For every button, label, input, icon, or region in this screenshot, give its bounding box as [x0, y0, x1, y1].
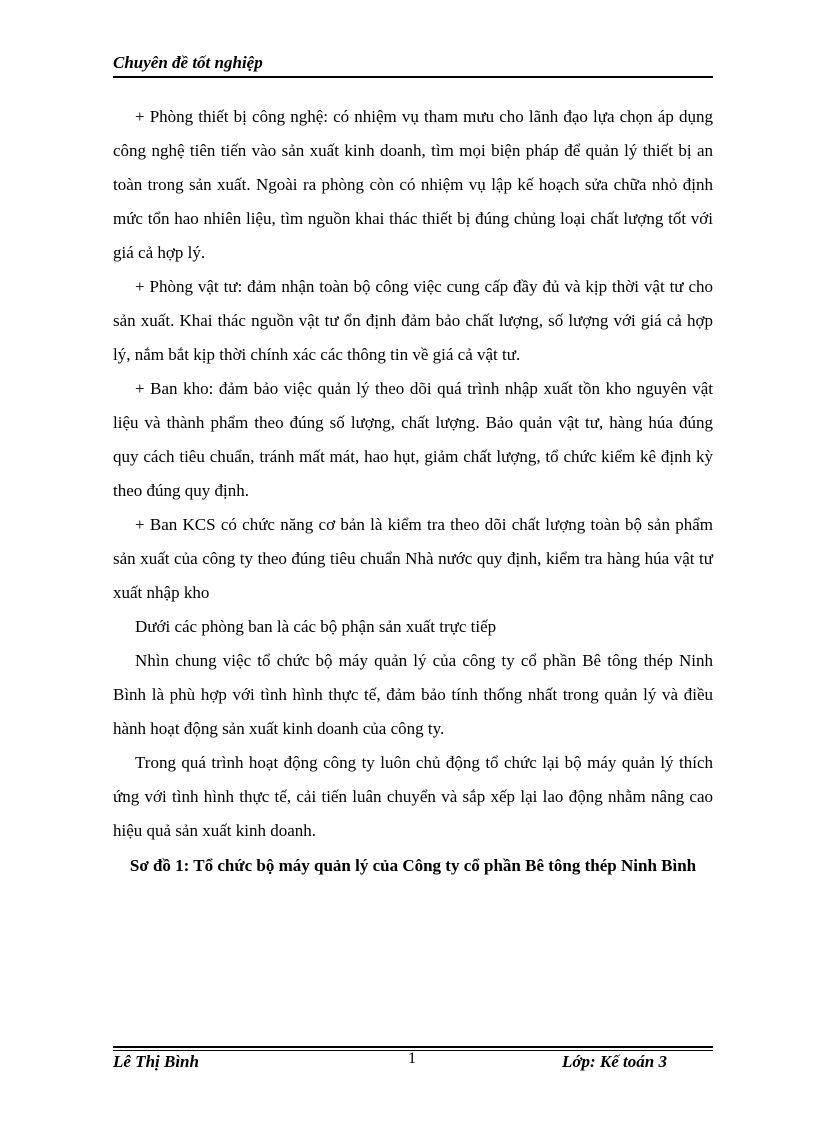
paragraph-overview: Nhìn chung việc tổ chức bộ máy quản lý của công ty cổ phần Bê tông thép Ninh Bình là phù hợp với tình hình thực tế, đảm bảo tính thống nhất trong quản lý và điều hành hoạt động sản xuất kinh doanh của công ty.	[113, 651, 713, 738]
page-header	[113, 52, 713, 74]
figure-caption: Sơ đồ 1: Tổ chức bộ máy quản lý của Công ty cổ phần Bê tông thép Ninh Bình	[129, 856, 697, 875]
header-title: Chuyên đề tốt nghiệp	[113, 53, 263, 72]
paragraph-materials-dept: + Phòng vật tư: đảm nhận toàn bộ công việc cung cấp đầy đủ và kịp thời vật tư cho sản xuất. Khai thác nguồn vật tư ổn định đảm bảo chất lượng, số lượng với giá cả hợp lý, nắm bắt kịp thời chính xác các thông tin về giá cả vật tư.	[113, 277, 713, 364]
paragraph-reorganization: Trong quá trình hoạt động công ty luôn chủ động tổ chức lại bộ máy quản lý thích ứng với tình hình thực tế, cải tiến luân chuyển và sắp xếp lại lao động nhằm nâng cao hiệu quả sản xuất kinh doanh.	[113, 753, 713, 840]
footer-author: Lê Thị Bình	[113, 1052, 199, 1071]
paragraph-production-units: Dưới các phòng ban là các bộ phận sản xuất trực tiếp	[135, 617, 497, 636]
footer-rule	[113, 1046, 713, 1048]
body-text	[113, 100, 713, 848]
header-rule	[113, 76, 713, 78]
paragraph-kcs: + Ban KCS có chức năng cơ bản là kiểm tra theo dõi chất lượng toàn bộ sản phẩm sản xuất của công ty theo đúng tiêu chuẩn Nhà nước quy định, kiểm tra hàng húa vật tư xuất nhập kho	[113, 515, 713, 602]
paragraph-equipment-dept: + Phòng thiết bị công nghệ: có nhiệm vụ tham mưu cho lãnh đạo lựa chọn áp dụng công nghệ tiên tiến vào sản xuất kinh doanh, tìm mọi biện pháp để quản lý thiết bị an toàn trong sản xuất. Ngoài ra phòng còn có nhiệm vụ lập kế hoạch sửa chữa nhỏ định mức tổn hao nhiên liệu, tìm nguồn khai thác thiết bị đúng chủng loại chất lượng tốt với giá cả hợp lý.	[113, 107, 713, 262]
footer-class: Lớp: Kế toán 3	[562, 1052, 667, 1071]
paragraph-warehouse: + Ban kho: đảm bảo việc quản lý theo dõi quá trình nhập xuất tồn kho nguyên vật liệu và thành phẩm theo đúng số lượng, chất lượng. Bảo quản vật tư, hàng húa đúng quy cách tiêu chuẩn, tránh mất mát, hao hụt, giảm chất lượng, tổ chức kiểm kê định kỳ theo đúng quy định.	[113, 379, 713, 500]
page-number: 1	[408, 1050, 416, 1067]
